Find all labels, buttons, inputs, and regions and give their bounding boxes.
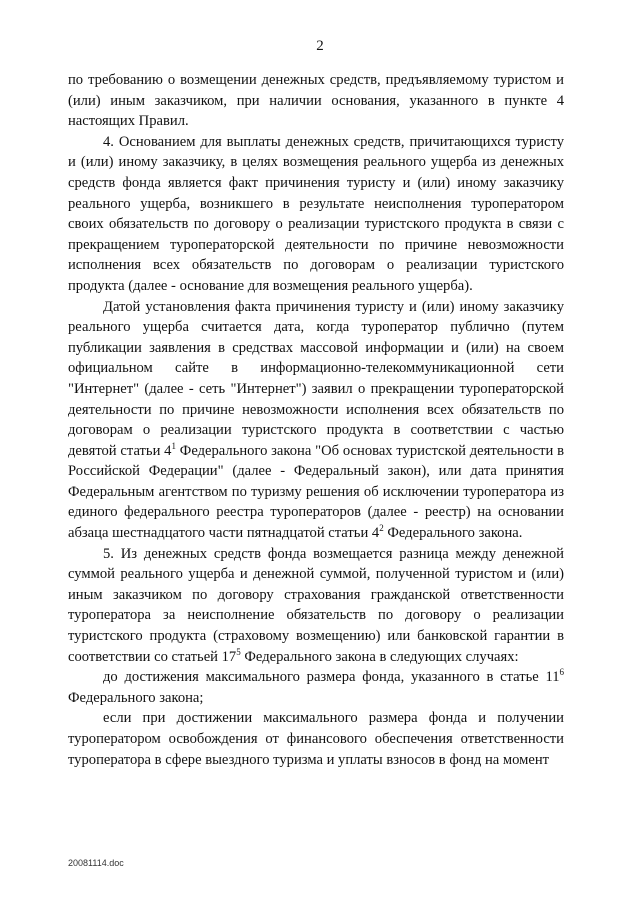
body-text [68, 70, 564, 770]
paragraph-case-1 [68, 667, 564, 708]
text-run: Федерального закона. [383, 525, 523, 542]
text-run: до достижения максимального размера фонда, указанного в статье 11 [103, 669, 560, 686]
paragraph-case-2 [68, 708, 564, 770]
paragraph-item-4 [68, 132, 564, 297]
footer-filename: 20081114.doc [68, 858, 124, 868]
text-run: Датой установления факта причинения туристу и (или) иному заказчику реального ущерба считается дата, когда туроператор публично (путем публикации заявления в средствах массовой информации и (или) на своем официальном сайте в информационно-телекоммуникационной сети "Интернет" (далее - сеть "Интернет") заявил о прекращении туроператорской деятельности по причине невозможности исполнения всех обязательств по договорам о реализации туристского продукта в соответствии с частью девятой статьи 4 [68, 298, 564, 459]
paragraph-continuation [68, 70, 564, 132]
text-run: Федерального закона в следующих случаях: [240, 648, 519, 665]
superscript-article-index: 2 [379, 523, 384, 534]
text-run: если при достижении максимального размера фонда и получении туроператором освобождения от финансового обеспечения ответственности туроператора в сфере выездного туризма и уплаты взносов в фонд на момент [68, 710, 564, 768]
text-run: Федерального закона "Об основах туристской деятельности в Российской Федерации" (далее - Федеральный закон), или дата принятия Федеральным агентством по туризму решения об исключении туроператора из единого федерального реестра туроператоров (далее - реестр) на основании абзаца шестнадцатого части пятнадцатой статьи 4 [68, 442, 564, 542]
text-run: по требованию о возмещении денежных средств, предъявляемому туристом и (или) иным заказчиком, при наличии основания, указанного в пункте 4 настоящих Правил. [68, 72, 564, 130]
text-run: 5. Из денежных средств фонда возмещается разница между денежной суммой реального ущерба и денежной суммой, полученной туристом и (или) иным заказчиком по договору страхования гражданской ответственности туроператора за неисполнение обязательств по договору о реализации туристского продукта (страховому возмещению) или банковской гарантии в соответствии со статьей 17 [68, 545, 564, 665]
page-number: 2 [316, 38, 324, 54]
superscript-article-index: 6 [559, 667, 564, 678]
text-run: 4. Основанием для выплаты денежных средств, причитающихся туристу и (или) иному заказчику, в целях возмещения реального ущерба из денежных средств фонда является факт причинения туристу и (или) иному заказчику реального ущерба, возникшего в результате неисполнения туроператором своих обязательств по договору о реализации туристского продукта в связи с прекращением туроператорской деятельности по причине невозможности исполнения всех обязательств по договорам о реализации туристского продукта (далее - основание для возмещения реального ущерба). [68, 133, 564, 294]
paragraph-date-of-damage [68, 297, 564, 544]
text-run: Федерального закона; [68, 689, 204, 706]
superscript-article-index: 5 [236, 646, 241, 657]
paragraph-item-5 [68, 544, 564, 668]
superscript-article-index: 1 [171, 440, 176, 451]
